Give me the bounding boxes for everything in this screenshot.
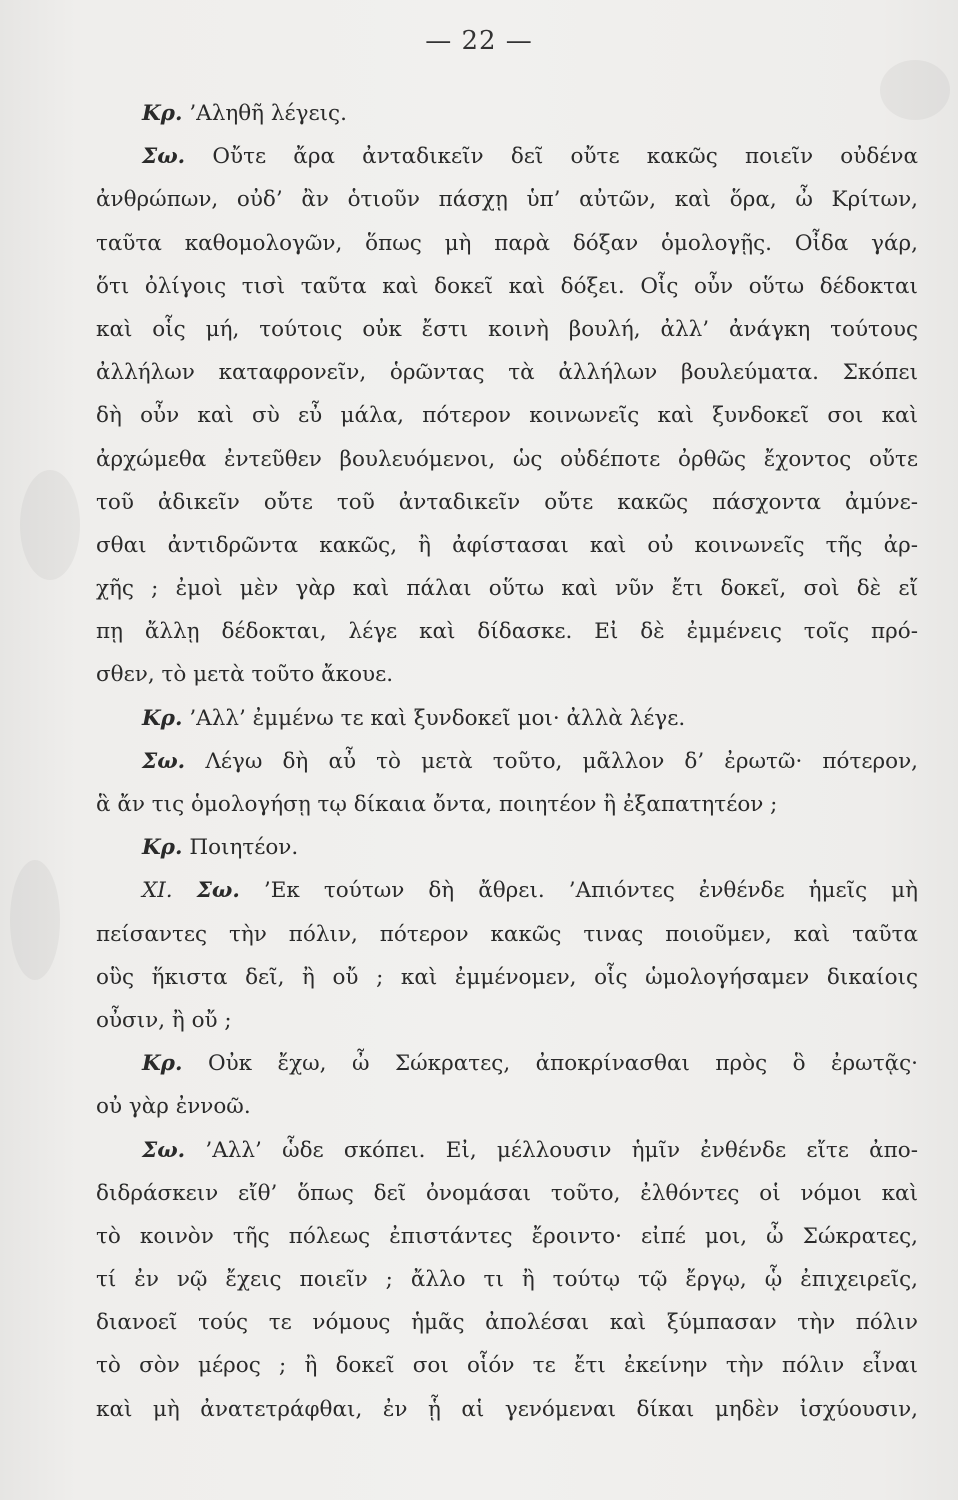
speaker-label: Σω. bbox=[142, 144, 186, 170]
text-line bbox=[96, 1129, 918, 1172]
text-line bbox=[96, 1042, 918, 1085]
text-line bbox=[96, 92, 918, 135]
text-line: πῃ ἄλλῃ δέδοκται, λέγε καὶ δίδασκε. Εἰ δὲ ἐμμένεις τοῖς πρό- bbox=[96, 619, 918, 645]
text-line: τὸ κοινὸν τῆς πόλεως ἐπιστάντες ἔροιντο· εἰπέ μοι, ὦ Σώκρατες, bbox=[96, 1223, 918, 1249]
text-line: ὅτι ὀλίγοις τισὶ ταῦτα καὶ δοκεῖ καὶ δόξει. Οἷς οὖν οὕτω δέδοκται bbox=[96, 273, 918, 299]
text-line: διδράσκειν εἴθ’ ὅπως δεῖ ὀνομάσαι τοῦτο, ἐλθόντες οἱ νόμοι καὶ bbox=[96, 1180, 918, 1206]
line-text: ’Αλλ’ ὧδε σκόπει. Εἰ, μέλλουσιν ἡμῖν ἐνθένδε εἴτε ἀπο- bbox=[205, 1137, 918, 1163]
speaker-label: Σω. bbox=[196, 878, 240, 904]
text-line: σθεν, τὸ μετὰ τοῦτο ἄκουε. bbox=[96, 662, 394, 688]
text-line bbox=[96, 826, 918, 869]
text-line: διανοεῖ τούς τε νόμους ἡμᾶς ἀπολέσαι καὶ ξύμπασαν τὴν πόλιν bbox=[96, 1310, 918, 1336]
text-line: χῆς ; ἐμοὶ μὲν γὰρ καὶ πάλαι οὕτω καὶ νῦν ἔτι δοκεῖ, σοὶ δὲ εἴ bbox=[96, 576, 918, 602]
line-text: Ποιητέον. bbox=[189, 835, 299, 861]
text-line: τοῦ ἀδικεῖν οὔτε τοῦ ἀνταδικεῖν οὔτε κακῶς πάσχοντα ἀμύνε- bbox=[96, 489, 918, 515]
page-stain bbox=[10, 860, 60, 980]
line-text: ’Αληθῆ λέγεις. bbox=[189, 101, 347, 126]
speaker-label: Κρ. bbox=[142, 705, 183, 731]
page-number: — 22 — bbox=[425, 26, 533, 56]
text-line: οὖσιν, ἢ οὔ ; bbox=[96, 1007, 232, 1033]
text-line bbox=[96, 869, 918, 912]
line-text: ’Αλλ’ ἐμμένω τε καὶ ξυνδοκεῖ μοι· ἀλλὰ λέγε. bbox=[189, 705, 686, 731]
text-line: ἃ ἄν τις ὁμολογήσῃ τῳ δίκαια ὄντα, ποιητέον ἢ ἐξαπατητέον ; bbox=[96, 792, 778, 817]
text-line bbox=[96, 135, 918, 178]
text-line: ἀνθρώπων, οὐδ’ ἂν ὁτιοῦν πάσχῃ ὑπ’ αὐτῶν, καὶ ὅρα, ὦ Κρίτων, bbox=[96, 187, 918, 213]
text-line: τὸ σὸν μέρος ; ἢ δοκεῖ σοι οἷόν τε ἔτι ἐκείνην τὴν πόλιν εἶναι bbox=[96, 1353, 918, 1379]
text-line: πείσαντες τὴν πόλιν, πότερον κακῶς τινας ποιοῦμεν, καὶ ταῦτα bbox=[96, 921, 918, 947]
speaker-label: Κρ. bbox=[142, 1051, 183, 1077]
text-line: ἀρχώμεθα ἐντεῦθεν βουλευόμενοι, ὡς οὐδέποτε ὀρθῶς ἔχοντος οὔτε bbox=[96, 446, 918, 472]
text-line: σθαι ἀντιδρῶντα κακῶς, ἢ ἀφίστασαι καὶ οὐ κοινωνεῖς τῆς ἀρ- bbox=[96, 532, 918, 558]
text-line: καὶ οἷς μή, τούτοις οὐκ ἔστι κοινὴ βουλή, ἀλλ’ ἀνάγκη τούτους bbox=[96, 316, 918, 342]
speaker-label: Κρ. bbox=[142, 101, 183, 126]
text-line: οὓς ἥκιστα δεῖ, ἢ οὔ ; καὶ ἐμμένομεν, οἷς ὡμολογήσαμεν δικαίοις bbox=[96, 964, 918, 990]
speaker-label: Σω. bbox=[142, 748, 186, 774]
text-line: οὐ γὰρ ἐννοῶ. bbox=[96, 1094, 251, 1120]
line-text: ’Εκ τούτων δὴ ἄθρει. ’Απιόντες ἐνθένδε ἡμεῖς μὴ bbox=[263, 878, 918, 904]
body-text bbox=[96, 92, 918, 1431]
text-line bbox=[96, 697, 918, 740]
text-line bbox=[96, 740, 918, 783]
speaker-label: Κρ. bbox=[142, 835, 183, 861]
page-stain bbox=[20, 470, 80, 580]
line-text: Λέγω δὴ αὖ τὸ μετὰ τοῦτο, μᾶλλον δ’ ἐρωτῶ· πότερον, bbox=[205, 748, 918, 774]
line-text: Οὐκ ἔχω, ὦ Σώκρατες, ἀποκρίνασθαι πρὸς ὃ ἐρωτᾷς· bbox=[207, 1051, 918, 1077]
speaker-label: Σω. bbox=[142, 1137, 186, 1163]
text-line: καὶ μὴ ἀνατετράφθαι, ἐν ᾗ αἱ γενόμεναι δίκαι μηδὲν ἰσχύουσιν, bbox=[96, 1396, 918, 1422]
section-number: XI. bbox=[142, 878, 173, 904]
text-line: ταῦτα καθομολογῶν, ὅπως μὴ παρὰ δόξαν ὁμολογῇς. Οἶδα γάρ, bbox=[96, 230, 918, 256]
text-line: δὴ οὖν καὶ σὺ εὖ μάλα, πότερον κοινωνεῖς καὶ ξυνδοκεῖ σοι καὶ bbox=[96, 403, 918, 429]
text-line: τί ἐν νῷ ἔχεις ποιεῖν ; ἄλλο τι ἢ τούτῳ τῷ ἔργῳ, ᾧ ἐπιχειρεῖς, bbox=[96, 1267, 918, 1293]
text-line: ἀλλήλων καταφρονεῖν, ὁρῶντας τὰ ἀλλήλων βουλεύματα. Σκόπει bbox=[96, 360, 918, 386]
line-text: Οὔτε ἄρα ἀνταδικεῖν δεῖ οὔτε κακῶς ποιεῖν οὐδένα bbox=[212, 144, 918, 170]
